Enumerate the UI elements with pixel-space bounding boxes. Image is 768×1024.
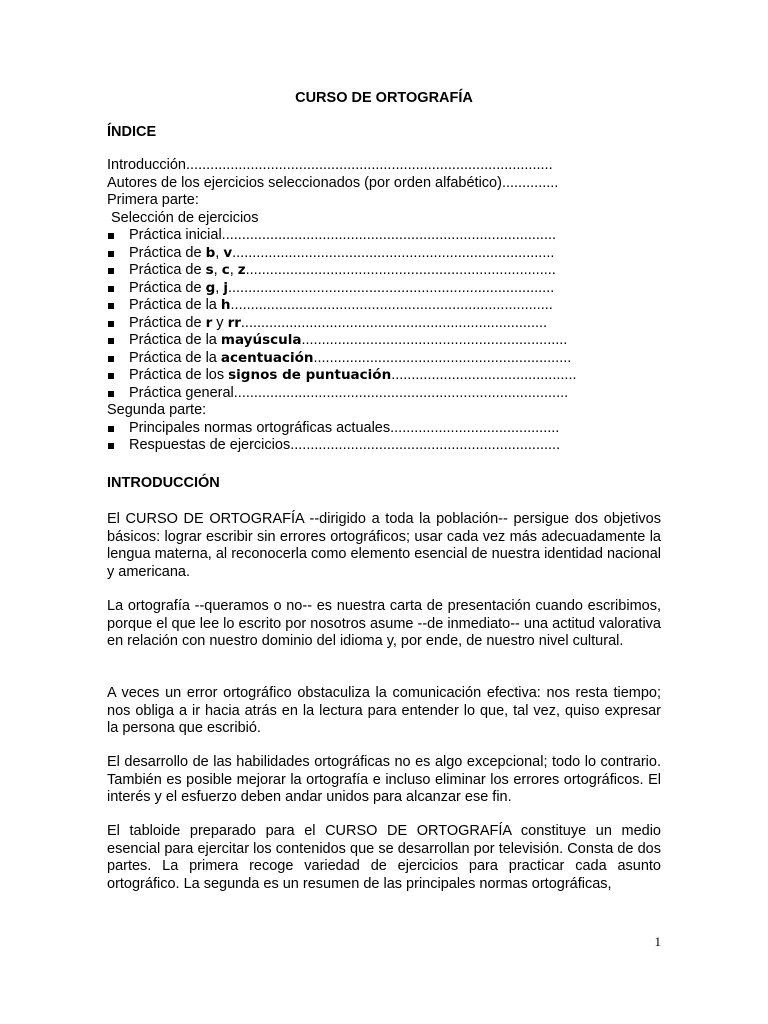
- toc-entry: [107, 157, 587, 175]
- toc-text: b: [205, 244, 216, 261]
- toc-text: Práctica de: [129, 244, 206, 261]
- toc-leader-dots: ..................................................................: [301, 332, 568, 348]
- toc-text: g: [205, 279, 216, 296]
- toc-entry: [107, 262, 587, 280]
- toc-text: mayúscula: [220, 332, 302, 348]
- toc-text: Práctica de la: [129, 349, 221, 366]
- toc-leader-dots: .................................................................................: [227, 279, 555, 296]
- toc-text: Segunda parte:: [107, 402, 207, 418]
- toc-leader-dots: ...........................................................................................: [186, 157, 553, 173]
- toc-text: Primera parte:: [107, 192, 199, 208]
- toc-text: Práctica de la: [129, 297, 221, 313]
- toc-leader-dots: ...................................................................................: [233, 384, 569, 401]
- paragraph-5: El tabloide preparado para el CURSO DE ORTOGRAFÍA constituye un medio esencial para ejercitar los contenidos que se desarrollan por televisión. Consta de dos partes. La primera recoge variedad de ejercicios para practicar cada asunto ortográfico. La segunda es un resumen de las principales normas ortográficas,: [107, 823, 661, 892]
- toc-entry: [107, 420, 587, 438]
- toc-text: r: [205, 314, 213, 331]
- toc-entry: [107, 297, 587, 315]
- toc-text: ,: [229, 262, 238, 278]
- table-of-contents: [107, 157, 587, 455]
- toc-text: ,: [215, 244, 224, 261]
- toc-text: acentuación: [220, 349, 314, 366]
- toc-text: c: [221, 262, 230, 278]
- toc-leader-dots: ................................................................................: [232, 244, 555, 261]
- paragraph-1: El CURSO DE ORTOGRAFÍA --dirigido a toda la población-- persigue dos objetivos básicos: lograr escribir sin errores ortográficos; usar cada vez más adecuadamente la lengua materna, al reconocerla como elemento esencial de nuestra identidad nacional y americana.: [107, 511, 661, 580]
- toc-text: Práctica de: [129, 279, 206, 296]
- toc-entry: [107, 315, 587, 333]
- toc-text: Práctica de los: [129, 367, 229, 383]
- toc-text: ,: [213, 262, 222, 278]
- toc-entry: [107, 245, 587, 263]
- toc-entry: [107, 332, 587, 350]
- toc-leader-dots: ..........................................: [390, 419, 560, 436]
- toc-entry: [107, 175, 587, 193]
- toc-leader-dots: ................................................................................: [230, 297, 553, 313]
- toc-text: Introducción: [107, 157, 186, 173]
- paragraph-2: La ortografía --queramos o no-- es nuestra carta de presentación cuando escribimos, porque el que lee lo escrito por nosotros asume --de inmediato-- una actitud valorativa en relación con nuestro dominio del idioma y, por ende, de nuestro nivel cultural.: [107, 598, 661, 649]
- toc-leader-dots: ............................................................................: [240, 314, 548, 331]
- toc-text: v: [223, 244, 233, 261]
- toc-text: Práctica general: [129, 384, 234, 401]
- toc-text: Práctica de: [129, 314, 206, 331]
- toc-leader-dots: .............................................................................: [245, 262, 556, 278]
- toc-entry: [107, 385, 587, 403]
- toc-text: Principales normas ortográficas actuales: [129, 419, 391, 436]
- toc-entry: [107, 437, 587, 455]
- index-heading: ÍNDICE: [107, 124, 157, 140]
- toc-leader-dots: ..............................................: [391, 367, 577, 383]
- toc-text: z: [237, 262, 246, 278]
- toc-entry: [107, 227, 587, 245]
- toc-text: s: [205, 262, 214, 278]
- paragraph-3: A veces un error ortográfico obstaculiza la comunicación efectiva: nos resta tiempo; nos obliga a ir hacia atrás en la lectura para entender lo que, tal vez, quiso expresar la persona que escribió.: [107, 685, 661, 736]
- toc-entry: [107, 402, 587, 420]
- toc-leader-dots: ..............: [501, 174, 559, 191]
- toc-text: j: [223, 279, 228, 296]
- toc-text: signos de puntuación: [228, 367, 392, 383]
- toc-leader-dots: ...................................................................: [290, 437, 561, 453]
- toc-entry: [107, 350, 587, 368]
- toc-entry: [107, 280, 587, 298]
- paragraph-4: El desarrollo de las habilidades ortográficas no es algo excepcional; todo lo contrario. También es posible mejorar la ortografía e incluso eliminar los errores ortográficos. El interés y el esfuerzo deben andar unidos para alcanzar ese fin.: [107, 754, 661, 805]
- toc-leader-dots: ...................................................................................: [221, 227, 557, 243]
- toc-text: Práctica de: [129, 262, 206, 278]
- document-title: CURSO DE ORTOGRAFÍA: [295, 90, 473, 106]
- toc-text: Autores de los ejercicios seleccionados (por orden alfabético): [107, 174, 502, 191]
- toc-entry: [107, 192, 587, 210]
- toc-text: h: [220, 297, 231, 313]
- page-number: 1: [654, 934, 661, 949]
- toc-text: Selección de ejercicios: [111, 209, 259, 226]
- introduction-heading: INTRODUCCIÓN: [107, 475, 220, 491]
- toc-entry: [107, 367, 587, 385]
- toc-text: Respuestas de ejercicios: [129, 437, 291, 453]
- toc-text: ,: [215, 279, 224, 296]
- toc-text: Práctica de la: [129, 332, 221, 348]
- toc-leader-dots: ................................................................: [313, 349, 572, 366]
- toc-text: y: [212, 314, 228, 331]
- toc-entry: [107, 210, 587, 228]
- toc-text: rr: [227, 314, 241, 331]
- toc-text: Práctica inicial: [129, 227, 222, 243]
